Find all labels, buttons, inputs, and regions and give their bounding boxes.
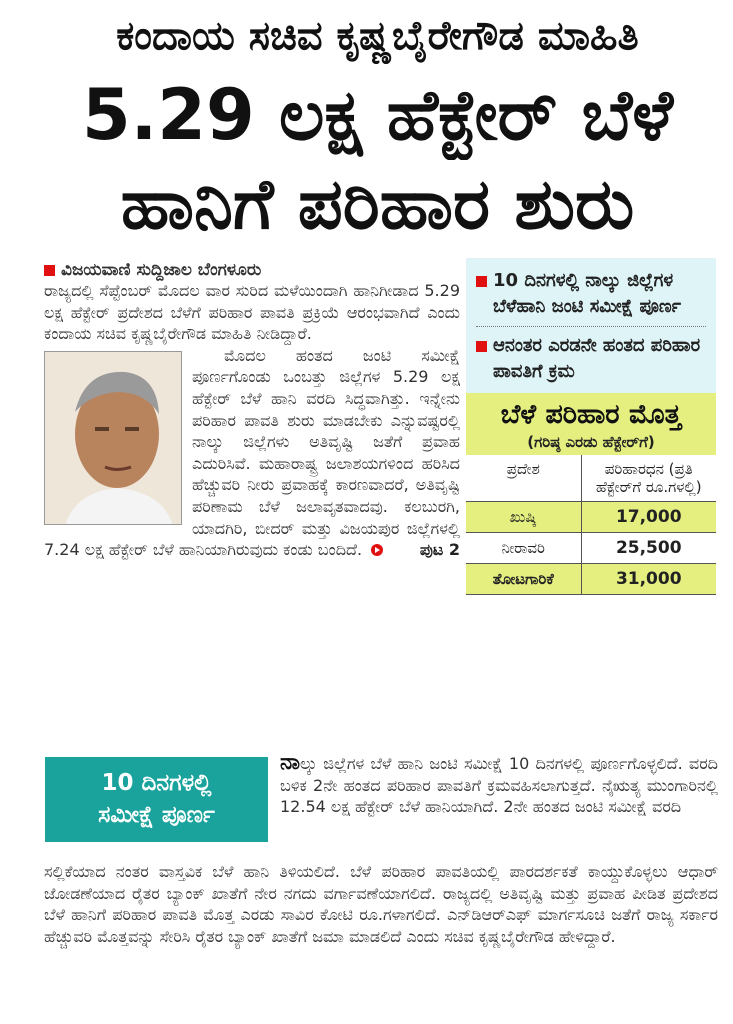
- area-cell: ನೀರಾವರಿ: [466, 533, 581, 564]
- compensation-table: [466, 455, 716, 595]
- sub-story-lead: [280, 752, 718, 818]
- headline-line-1: 5.29 ಲಕ್ಷ ಹೆಕ್ಟೇರ್ ಬೆಳೆ: [81, 74, 674, 156]
- column-header-amount: ಪರಿಹಾರಧನ (ಪ್ರತಿ ಹೆಕ್ಟೇರ್‌ಗೆ ರೂ.ಗಳಲ್ಲಿ): [581, 455, 716, 502]
- sub-story-lead-text: ಲ್ಕು ಜಿಲ್ಲೆಗಳ ಬೆಳೆ ಹಾನಿ ಜಂಟಿ ಸಮೀಕ್ಷೆ 10 ದಿನಗಳಲ್ಲಿ ಪೂರ್ಣಗೊಳ್ಳಲಿದೆ. ವರದಿ ಬಳಿಕ 2ನೇ ಹಂತದ ಪರಿಹಾರ ಪಾವತಿಗೆ ಕ್ರಮವಹಿಸಲಾಗುತ್ತದೆ. ನೈಋತ್ಯ ಮುಂಗಾರಿನಲ್ಲಿ 12.54 ಲಕ್ಷ ಹೆಕ್ಟೇರ್ ಬೆಳೆ ಹಾನಿಯಾಗಿದೆ. 2ನೇ ಹಂತದ ಜಂಟಿ ಸಮೀಕ್ಷೆ ವರದಿ: [280, 754, 718, 817]
- red-square-bullet-icon: [476, 276, 487, 287]
- area-cell: ಖುಷ್ಕಿ: [466, 502, 581, 533]
- sub-story-title-line-1: 10 ದಿನಗಳಲ್ಲಿ: [101, 770, 212, 796]
- portrait-icon: [45, 352, 182, 525]
- table-subtitle: (ಗರಿಷ್ಠ ಎರಡು ಹೆಕ್ಟೇರ್‌ಗೆ): [527, 433, 655, 451]
- table-row: [466, 564, 716, 595]
- highlight-item: [476, 333, 706, 385]
- amount-cell: 31,000: [581, 564, 716, 595]
- headline-line-2: ಹಾನಿಗೆ ಪರಿಹಾರ ಶುರು: [120, 163, 635, 245]
- sub-story-title-box: [45, 757, 268, 842]
- headline-kicker: ಕಂದಾಯ ಸಚಿವ ಕೃಷ್ಣಬೈರೇಗೌಡ ಮಾಹಿತಿ: [116, 13, 639, 59]
- highlight-text: 10 ದಿನಗಳಲ್ಲಿ ನಾಲ್ಕು ಜಿಲ್ಲೆಗಳ ಬೆಳೆಹಾನಿ ಜಂಟಿ ಸಮೀಕ್ಷೆ ಪೂರ್ಣ: [493, 270, 681, 317]
- area-cell: ತೋಟಗಾರಿಕೆ: [466, 564, 581, 595]
- highlight-item: [476, 268, 706, 320]
- drop-initial: ನಾ: [280, 750, 300, 775]
- column-header-area: ಪ್ರದೇಶ: [466, 455, 581, 502]
- byline-text: ವಿಜಯವಾಣಿ ಸುದ್ದಿಜಾಲ ಬೆಂಗಳೂರು: [61, 260, 262, 280]
- minister-photo: [44, 351, 182, 525]
- amount-cell: 25,500: [581, 533, 716, 564]
- red-square-bullet-icon: [476, 341, 487, 352]
- table-title: ಬೆಳೆ ಪರಿಹಾರ ಮೊತ್ತ: [500, 399, 682, 430]
- play-arrow-icon: [371, 544, 383, 556]
- red-square-bullet-icon: [44, 265, 55, 276]
- main-article: [44, 260, 460, 561]
- table-row: [466, 502, 716, 533]
- table-row: [466, 533, 716, 564]
- article-paragraph-2-text: ಮೊದಲ ಹಂತದ ಜಂಟಿ ಸಮೀಕ್ಷೆ ಪೂರ್ಣಗೊಂಡು ಒಂಬತ್ತು ಜಿಲ್ಲೆಗಳ 5.29 ಲಕ್ಷ ಹೆಕ್ಟೇರ್ ಬೆಳೆ ಹಾನಿ ವರದಿ ಸಿದ್ಧವಾಗಿತ್ತು. ಇನ್ನೇನು ಪರಿಹಾರ ಪಾವತಿ ಶುರು ಮಾಡಬೇಕು ಎನ್ನುವಷ್ಟರಲ್ಲಿ ನಾಲ್ಕು ಜಿಲ್ಲೆಗಳು ಅತಿವೃಷ್ಟಿ ಜತೆಗೆ ಪ್ರವಾಹ ಎದುರಿಸಿವೆ. ಮಹಾರಾಷ್ಟ್ರ ಜಲಾಶಯಗಳಿಂದ ಹರಿಸಿದ ಹೆಚ್ಚುವರಿ ನೀರು ಪ್ರವಾಹಕ್ಕೆ ಕಾರಣವಾದರೆ, ಅತಿವೃಷ್ಟಿ ಪರಿಣಾಮ ಬೆಳೆ ಜಲಾವೃತವಾದವು. ಕಲಬುರಗಿ, ಯಾದಗಿರಿ, ಬೀದರ್ ಮತ್ತು ವಿಜಯಪುರ ಜಿಲ್ಲೆಗಳಲ್ಲಿ 7.24 ಲಕ್ಷ ಹೆಕ್ಟೇರ್ ಬೆಳೆ ಹಾನಿಯಾಗಿರುವುದು ಕಂಡು ಬಂದಿದೆ.: [44, 345, 460, 560]
- table-header-row: [466, 455, 716, 502]
- article-paragraph-1: ರಾಜ್ಯದಲ್ಲಿ ಸೆಪ್ಟೆಂಬರ್ ಮೊದಲ ವಾರ ಸುರಿದ ಮಳೆಯಿಂದಾಗಿ ಹಾನಿಗೀಡಾದ 5.29 ಲಕ್ಷ ಹೆಕ್ಟೇರ್ ಪ್ರದೇಶದ ಬೆಳೆಗೆ ಪರಿಹಾರ ಪಾವತಿ ಪ್ರಕ್ರಿಯೆ ಆರಂಭವಾಗಿದೆ ಎಂದು ಕಂದಾಯ ಸಚಿವ ಕೃಷ್ಣಬೈರೇಗೌಡ ಮಾಹಿತಿ ನೀಡಿದ್ದಾರೆ.: [44, 281, 460, 344]
- sidebar: [466, 258, 716, 595]
- sub-story-body: ಸಲ್ಲಿಕೆಯಾದ ನಂತರ ವಾಸ್ತವಿಕ ಬೆಳೆ ಹಾನಿ ತಿಳಿಯಲಿದೆ. ಬೆಳೆ ಪರಿಹಾರ ಪಾವತಿಯಲ್ಲಿ ಪಾರದರ್ಶಕತೆ ಕಾಯ್ದುಕೊಳ್ಳಲು ಆಧಾರ್ ಜೋಡಣೆಯಾದ ರೈತರ ಬ್ಯಾಂಕ್ ಖಾತೆಗೆ ನೇರ ನಗದು ವರ್ಗಾವಣೆಯಾಗಲಿದೆ. ರಾಜ್ಯದಲ್ಲಿ ಅತಿವೃಷ್ಟಿ ಮತ್ತು ಪ್ರವಾಹ ಪೀಡಿತ ಪ್ರದೇಶದ ಬೆಳೆ ಹಾನಿಗೆ ಪರಿಹಾರ ಪಾವತಿ ಮೊತ್ತ ಎರಡು ಸಾವಿರ ಕೋಟಿ ರೂ.ಗಳಾಗಲಿದೆ. ಎನ್‌ಡಿಆರ್‌ಎಫ್ ಮಾರ್ಗಸೂಚಿ ಜತೆಗೆ ರಾಜ್ಯ ಸರ್ಕಾರ ಹೆಚ್ಚುವರಿ ಮೊತ್ತವನ್ನು ಸೇರಿಸಿ ರೈತರ ಬ್ಯಾಂಕ್ ಖಾತೆಗೆ ಜಮಾ ಮಾಡಲಿದೆ ಎಂದು ಸಚಿವ ಕೃಷ್ಣಬೈರೇಗೌಡ ಹೇಳಿದ್ದಾರೆ.: [44, 862, 718, 946]
- sub-story-title-line-2: ಸಮೀಕ್ಷೆ ಪೂರ್ಣ: [98, 802, 215, 828]
- amount-cell: 17,000: [581, 502, 716, 533]
- table-header-box: [466, 393, 716, 455]
- continued-page-label: ಪುಟ 2: [419, 540, 460, 560]
- dotted-divider: [476, 326, 706, 327]
- byline: [44, 260, 460, 280]
- highlight-text: ಆನಂತರ ಎರಡನೇ ಹಂತದ ಪರಿಹಾರ ಪಾವತಿಗೆ ಕ್ರಮ: [493, 335, 701, 382]
- highlights-box: [466, 258, 716, 393]
- continued-link[interactable]: [371, 539, 460, 561]
